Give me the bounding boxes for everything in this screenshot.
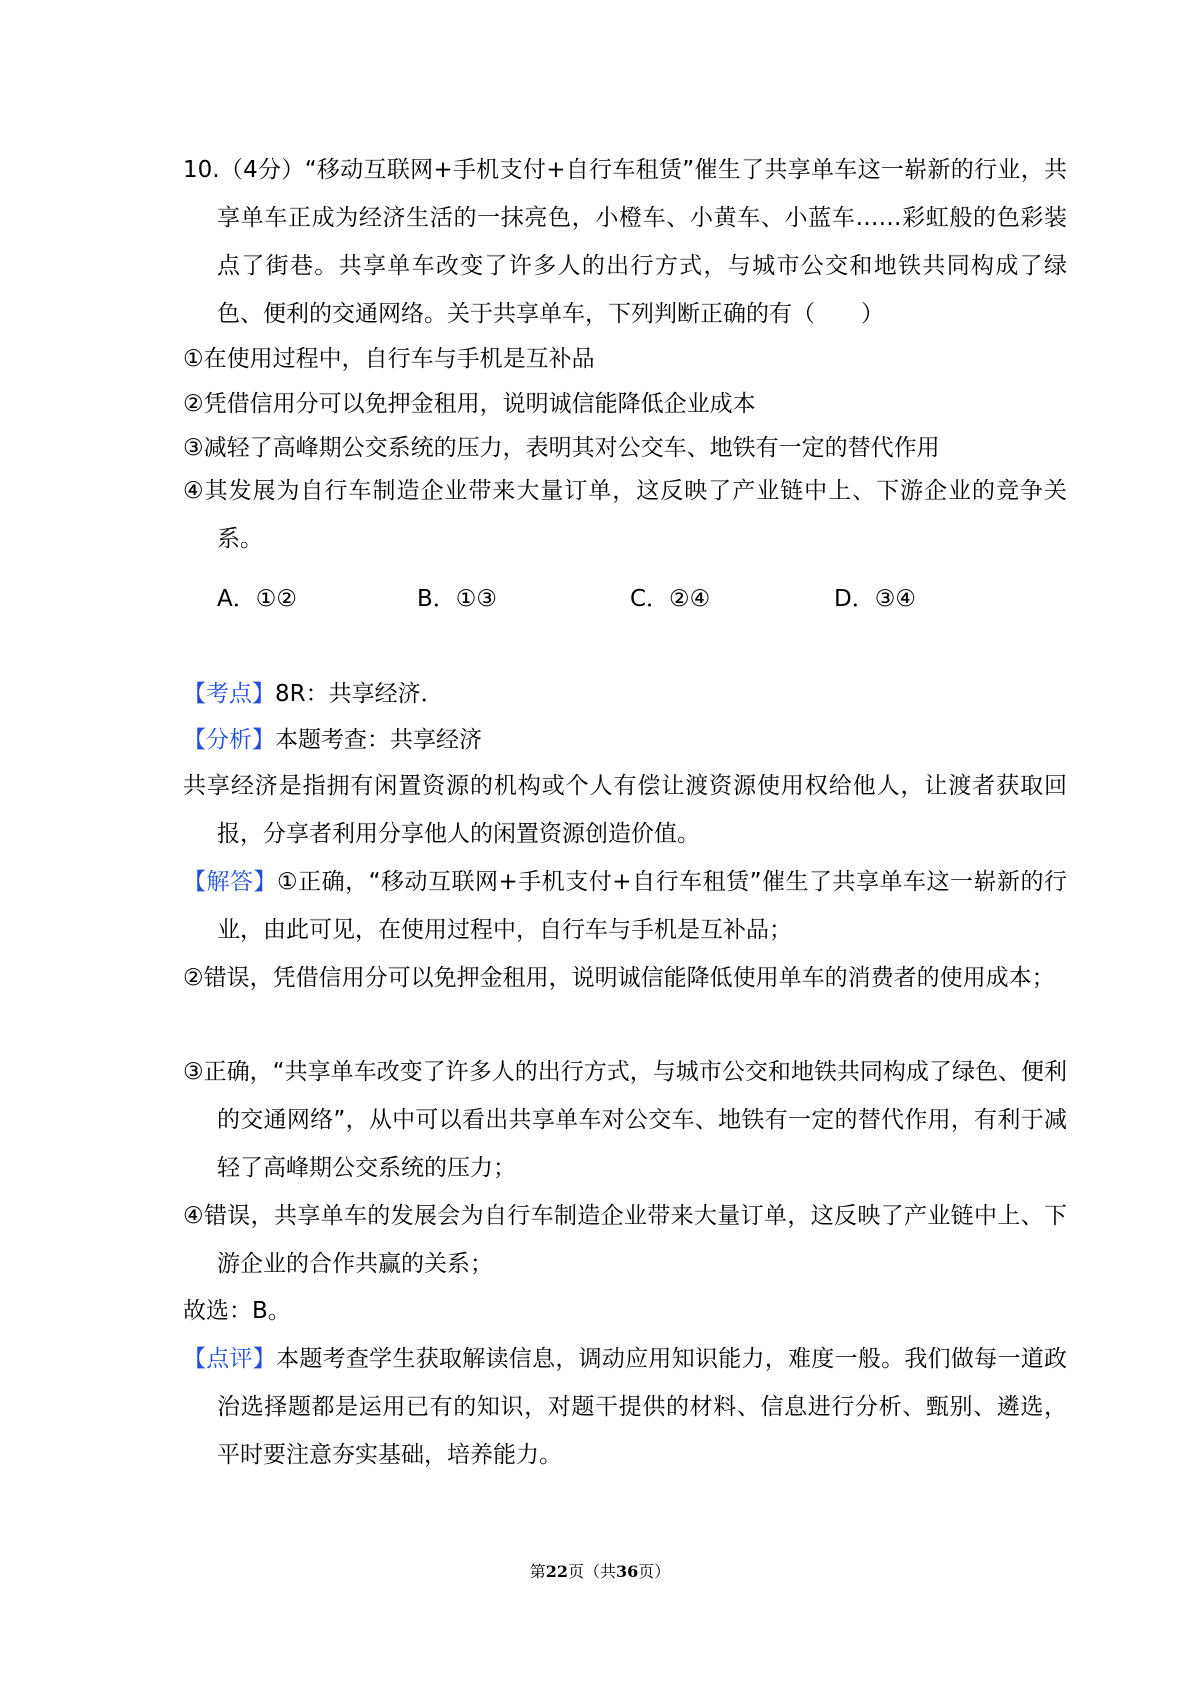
- footer-prefix: 第: [529, 1562, 546, 1581]
- dianping-label: 【点评】: [183, 1346, 277, 1372]
- page-footer: [0, 1560, 1200, 1584]
- fenxi-label: 【分析】: [183, 727, 275, 753]
- jieda-text: ①正确，“移动互联网+手机支付+自行车租赁”催生了共享单车这一崭新的行业，由此可见，在使用过程中，自行车与手机是互补品；: [217, 869, 1067, 943]
- fenxi-text: 本题考查：共享经济: [275, 727, 482, 753]
- kaodian-text: 8R：共享经济．: [275, 681, 444, 707]
- footer-suffix: 页）: [638, 1562, 671, 1581]
- footer-page-number: 22: [545, 1562, 568, 1581]
- statement-1: ①在使用过程中，自行车与手机是互补品: [183, 346, 595, 372]
- dianping-text: 本题考查学生获取解读信息，调动应用知识能力，难度一般。我们做每一道政治选择题都是运用已有的知识，对题干提供的材料、信息进行分析、甄别、遴选，平时要注意夯实基础，培养能力。: [217, 1346, 1068, 1468]
- fenxi-body: 共享经济是指拥有闲置资源的机构或个人有偿让渡资源使用权给他人，让渡者获取回报，分享者利用分享他人的闲置资源创造价值。: [183, 773, 1067, 847]
- footer-middle: 页（共: [567, 1562, 616, 1581]
- footer-total-pages: 36: [616, 1562, 639, 1581]
- option-d: D．③④: [834, 586, 916, 612]
- statement-3: ③减轻了高峰期公交系统的压力，表明其对公交车、地铁有一定的替代作用: [183, 435, 940, 461]
- answer-2: ②错误，凭借信用分可以免押金租用，说明诚信能降低使用单车的消费者的使用成本；: [183, 965, 1055, 991]
- jieda-block: [183, 858, 1067, 954]
- answer-4: ④错误，共享单车的发展会为自行车制造企业带来大量订单，这反映了产业链中上、下游企业的合作共赢的关系；: [183, 1203, 1067, 1277]
- jieda-label: 【解答】: [183, 869, 277, 895]
- conclusion: 故选：B。: [183, 1298, 291, 1324]
- option-a: A．①②: [217, 586, 297, 612]
- dianping-block: [183, 1335, 1067, 1479]
- answer-3: ③正确，“共享单车改变了许多人的出行方式，与城市公交和地铁共同构成了绿色、便利的交通网络”，从中可以看出共享单车对公交车、地铁有一定的替代作用，有利于减轻了高峰期公交系统的压力；: [183, 1059, 1067, 1181]
- answer-options: [217, 575, 1033, 623]
- statement-4: ④其发展为自行车制造企业带来大量订单，这反映了产业链中上、下游企业的竞争关系。: [183, 478, 1067, 552]
- question-stem: 10.（4分）“移动互联网+手机支付+自行车租赁”催生了共享单车这一崭新的行业，共享单车正成为经济生活的一抹亮色，小橙车、小黄车、小蓝车……彩虹般的色彩装点了街巷。共享单车改变了许多人的出行方式，与城市公交和地铁共同构成了绿色、便利的交通网络。关于共享单车，下列判断正确的有（ ）: [183, 157, 1067, 327]
- option-b: B．①③: [417, 586, 498, 612]
- kaodian-line: [183, 670, 1033, 718]
- option-c: C．②④: [630, 586, 711, 612]
- fenxi-line: [183, 716, 1033, 764]
- statement-2: ②凭借信用分可以免押金租用，说明诚信能降低企业成本: [183, 391, 756, 417]
- kaodian-label: 【考点】: [183, 681, 275, 707]
